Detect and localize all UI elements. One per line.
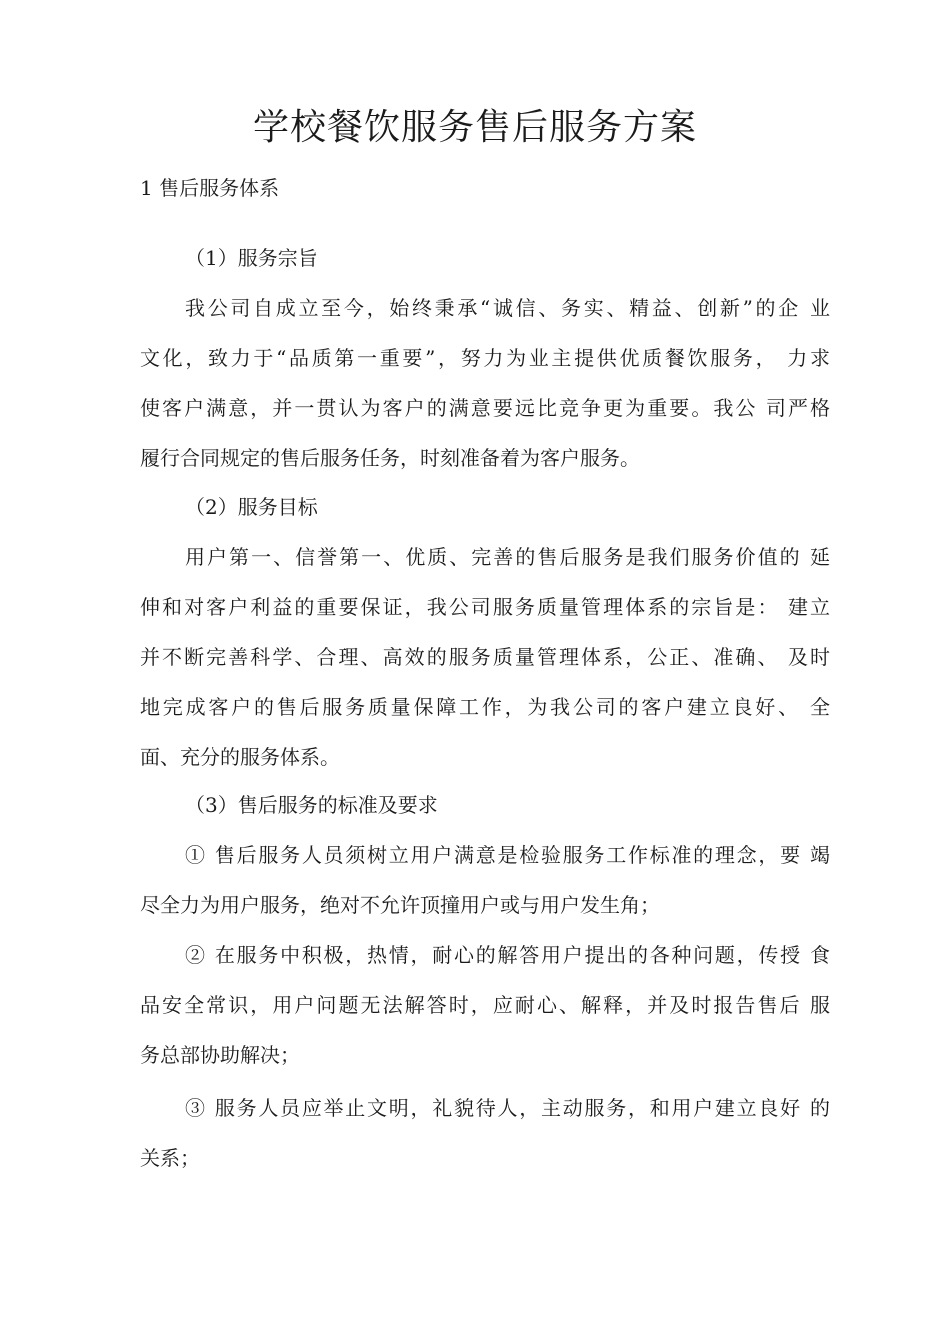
text-line: 文化，致力于“品质第一重要”，努力为业主提供优质餐饮服务， 力求 bbox=[140, 346, 830, 370]
subsection-heading-standards: （3）售后服务的标准及要求 bbox=[185, 793, 438, 817]
text-line: 我公司自成立至今，始终秉承“诚信、务实、精益、创新”的企 业 bbox=[185, 296, 830, 320]
document-title: 学校餐饮服务售后服务方案 bbox=[252, 107, 697, 148]
text-line: 用户第一、信誉第一、优质、完善的售后服务是我们服务价值的 延 bbox=[185, 545, 830, 569]
paragraph-goal bbox=[140, 532, 830, 782]
text-line: 伸和对客户利益的重要保证，我公司服务质量管理体系的宗旨是： 建立 bbox=[140, 595, 830, 619]
list-item-1 bbox=[140, 830, 830, 930]
text-line: 使客户满意，并一贯认为客户的满意要远比竞争更为重要。我公 司严格 bbox=[140, 396, 830, 420]
subsection-heading-goal: （2）服务目标 bbox=[185, 495, 318, 519]
text-line: 并不断完善科学、合理、高效的服务质量管理体系，公正、准确、 及时 bbox=[140, 645, 830, 669]
list-item-3 bbox=[140, 1083, 830, 1183]
text-line: 关系； bbox=[140, 1146, 200, 1170]
text-line: 务总部协助解决； bbox=[140, 1043, 300, 1067]
list-item-2 bbox=[140, 930, 830, 1080]
text-line: 履行合同规定的售后服务任务，时刻准备着为客户服务。 bbox=[140, 446, 640, 470]
subsection-heading-purpose: （1）服务宗旨 bbox=[185, 246, 318, 270]
text-line: 面、充分的服务体系。 bbox=[140, 745, 340, 769]
text-line: 地完成客户的售后服务质量保障工作，为我公司的客户建立良好、 全 bbox=[140, 695, 830, 719]
text-line: ③ 服务人员应举止文明，礼貌待人，主动服务，和用户建立良好 的 bbox=[185, 1096, 830, 1120]
section-heading: 1 售后服务体系 bbox=[140, 176, 280, 200]
text-line: ① 售后服务人员须树立用户满意是检验服务工作标准的理念，要 竭 bbox=[185, 843, 830, 867]
paragraph-purpose bbox=[140, 283, 830, 483]
text-line: 品安全常识，用户问题无法解答时，应耐心、解释，并及时报告售后 服 bbox=[140, 993, 830, 1017]
text-line: 尽全力为用户服务，绝对不允许顶撞用户或与用户发生角； bbox=[140, 893, 660, 917]
text-line: ② 在服务中积极，热情，耐心的解答用户提出的各种问题，传授 食 bbox=[185, 943, 830, 967]
